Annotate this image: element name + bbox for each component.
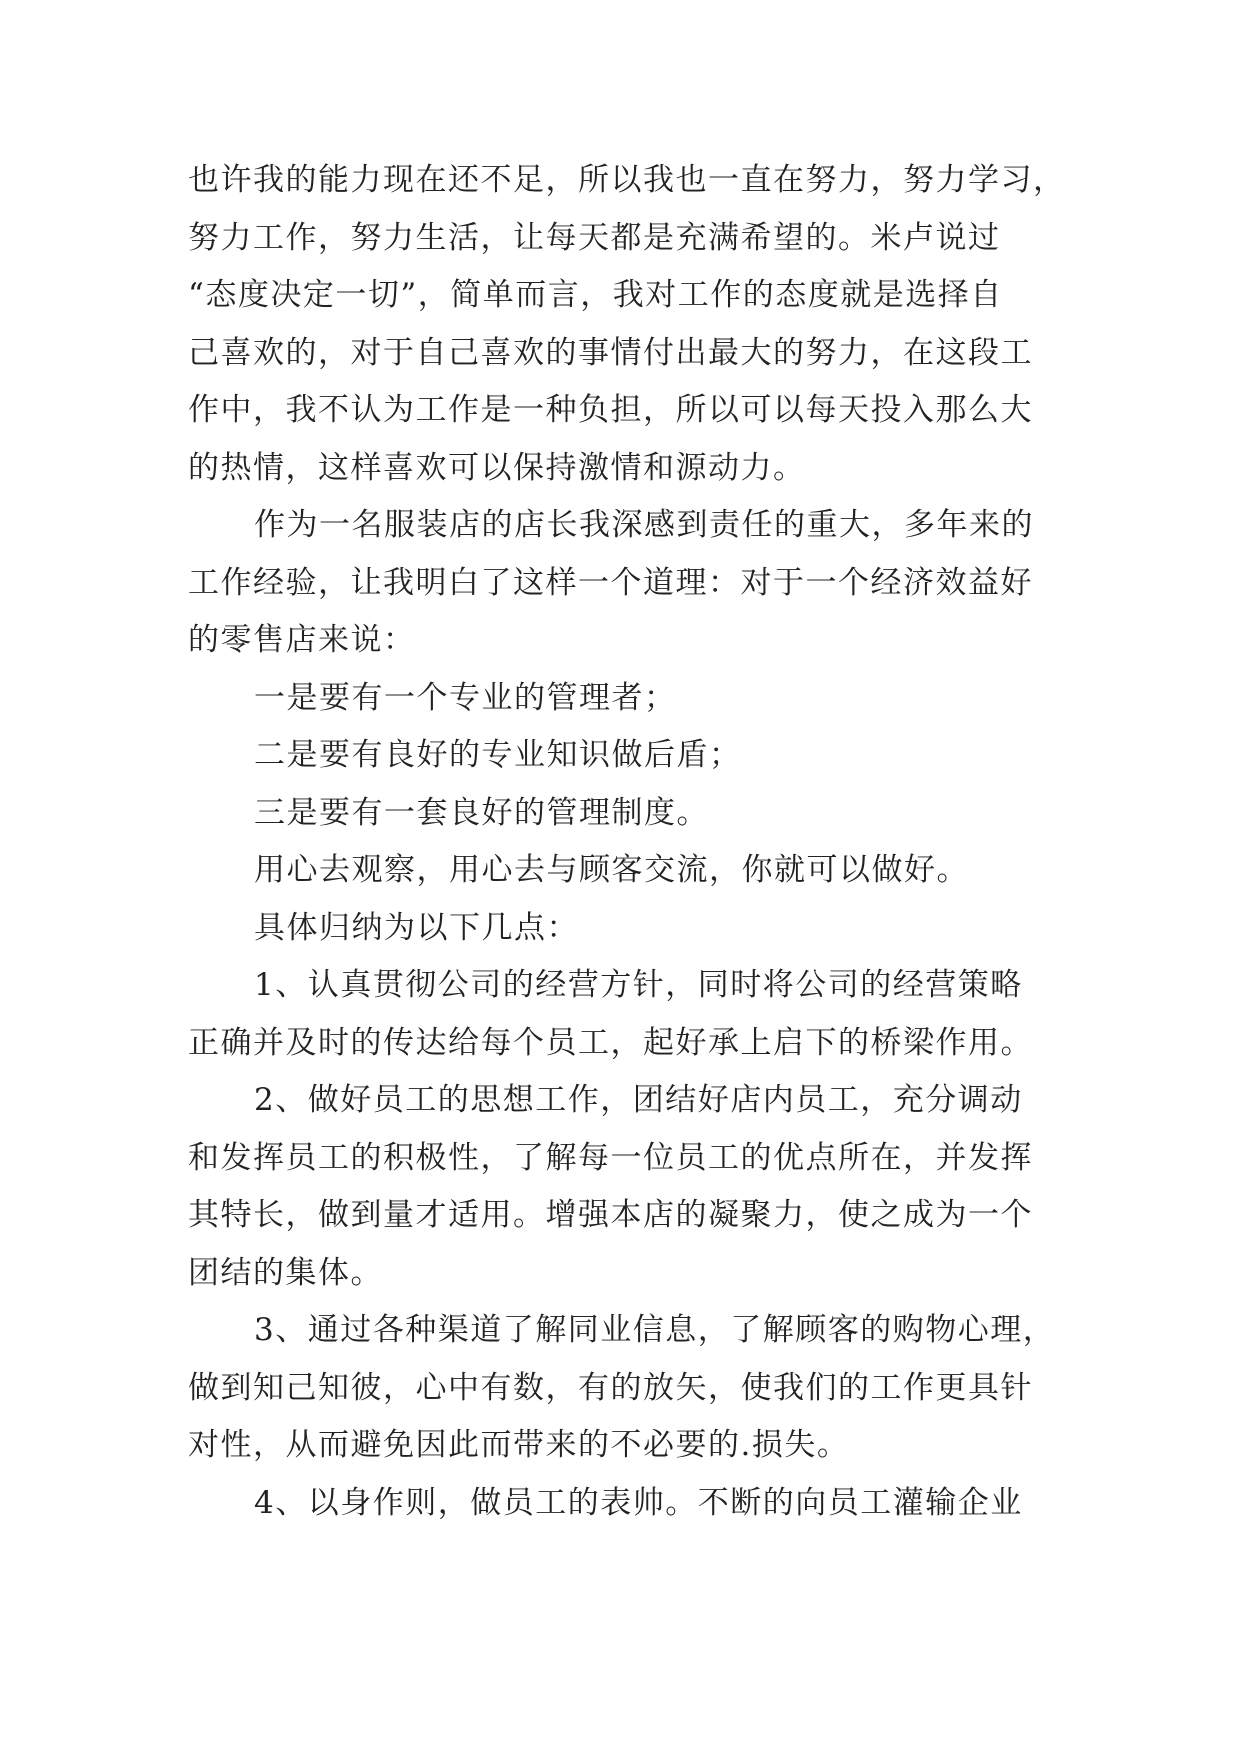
text-line: 3、通过各种渠道了解同业信息，了解顾客的购物心理， [254, 1312, 1056, 1348]
text-line: 二是要有良好的专业知识做后盾； [254, 737, 742, 773]
text-line: 团结的集体。 [188, 1254, 383, 1291]
body-text [188, 152, 1072, 1532]
text-line: 也许我的能力现在还不足，所以我也一直在努力，努力学习， [188, 162, 1066, 198]
text-line: 三是要有一套良好的管理制度。 [254, 794, 709, 831]
text-line: 正确并及时的传达给每个员工，起好承上启下的桥梁作用。 [188, 1024, 1033, 1061]
text-line: 一是要有一个专业的管理者； [254, 679, 677, 716]
text-line: 对性，从而避免因此而带来的不必要的.损失。 [188, 1427, 850, 1463]
text-line: 的零售店来说： [188, 622, 416, 658]
text-line: 其特长，做到量才适用。增强本店的凝聚力，使之成为一个 [188, 1197, 1033, 1233]
text-line: 和发挥员工的积极性，了解每一位员工的优点所在，并发挥 [188, 1139, 1033, 1176]
text-line: 用心去观察，用心去与顾客交流，你就可以做好。 [254, 852, 969, 888]
text-line: 作为一名服装店的店长我深感到责任的重大，多年来的 [254, 507, 1034, 543]
text-line: 己喜欢的，对于自己喜欢的事情付出最大的努力，在这段工 [188, 334, 1033, 371]
text-line: 4、以身作则，做员工的表帅。不断的向员工灌输企业 [254, 1484, 1023, 1521]
text-line: 2、做好员工的思想工作，团结好店内员工，充分调动 [254, 1082, 1023, 1118]
text-line: 作中，我不认为工作是一种负担，所以可以每天投入那么大 [188, 392, 1033, 428]
text-line: 努力工作，努力生活，让每天都是充满希望的。米卢说过 [188, 219, 1001, 256]
text-line: “态度决定一切”，简单而言，我对工作的态度就是选择自 [188, 277, 1003, 313]
text-line: 的热情，这样喜欢可以保持激情和源动力。 [188, 449, 806, 486]
text-line: 具体归纳为以下几点： [254, 909, 579, 946]
text-line: 工作经验，让我明白了这样一个道理：对于一个经济效益好 [188, 564, 1033, 601]
text-line: 做到知己知彼，心中有数，有的放矢，使我们的工作更具针 [188, 1369, 1033, 1406]
text-line: 1、认真贯彻公司的经营方针，同时将公司的经营策略 [254, 967, 1023, 1003]
